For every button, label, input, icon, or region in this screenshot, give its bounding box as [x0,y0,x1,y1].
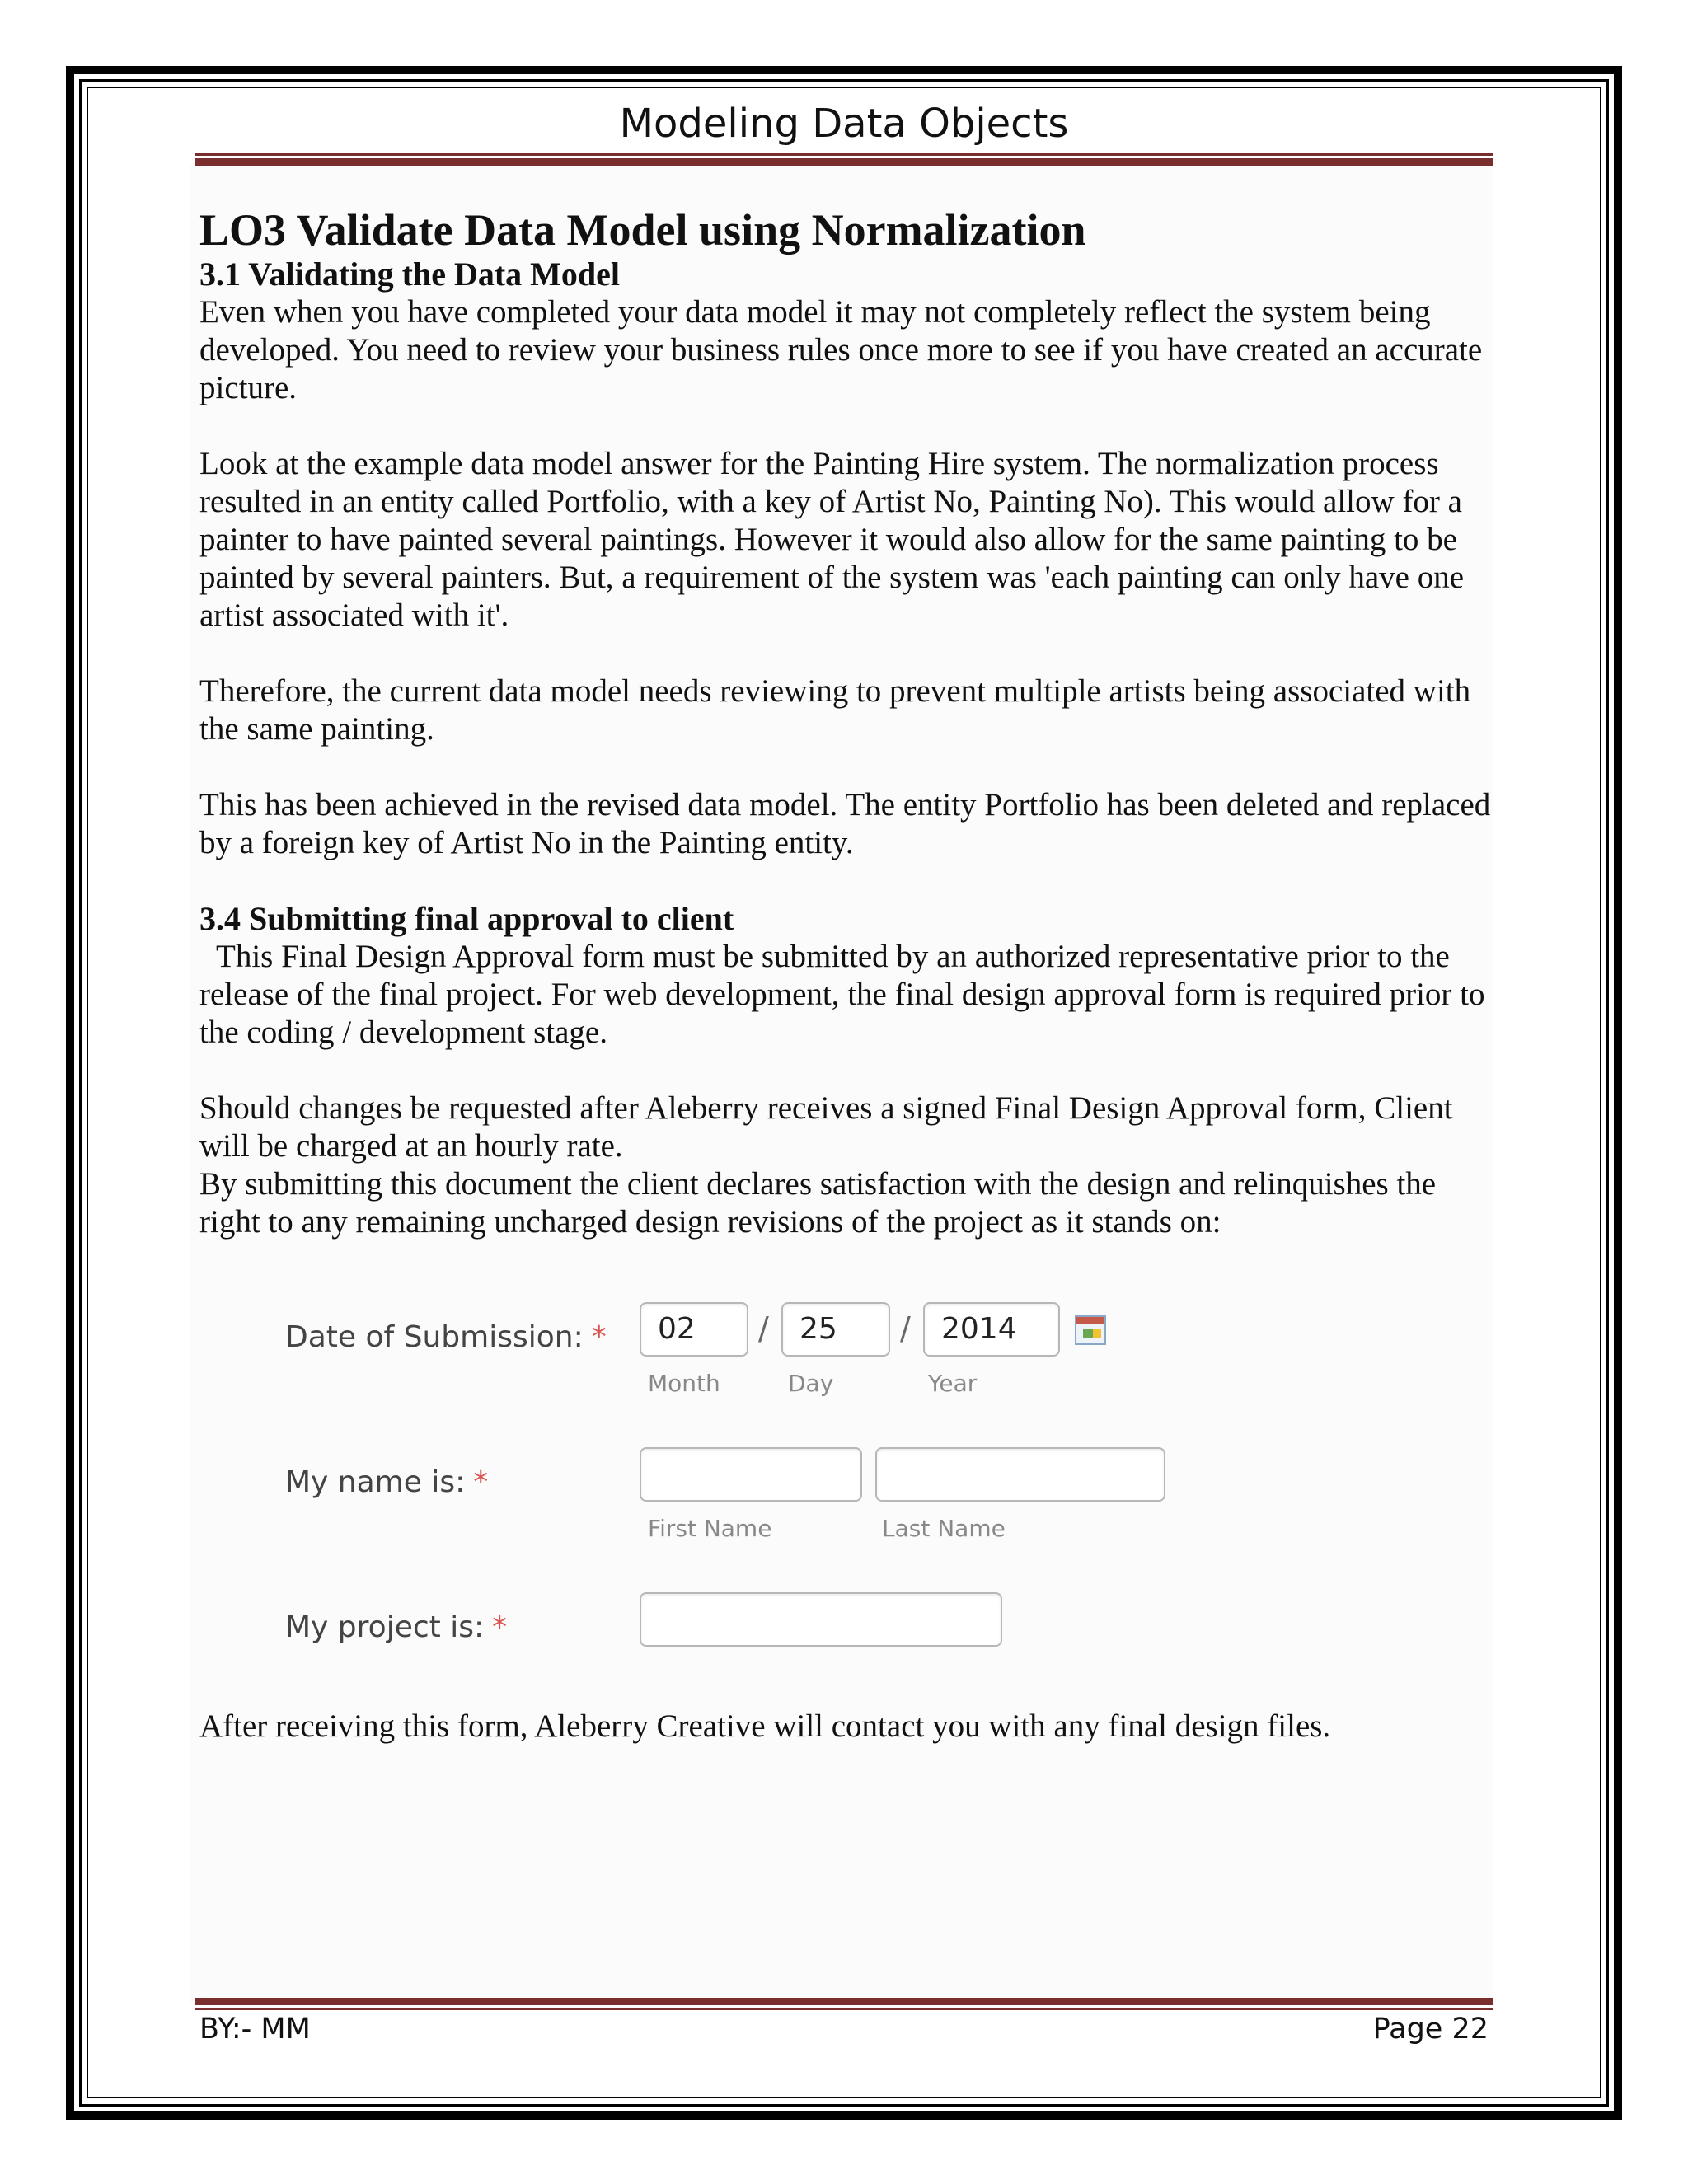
paragraph: By submitting this document the client declares satisfaction with the design and relinquishes the right to any remaining uncharged design revisions of the project as it stands on: [199,1166,1437,1240]
year-input[interactable]: 2014 [923,1302,1060,1357]
required-mark: * [591,1320,607,1354]
first-name-sublabel: First Name [648,1515,772,1542]
year-sublabel: Year [928,1370,978,1397]
last-name-input[interactable] [875,1447,1165,1502]
date-separator: / [900,1310,911,1347]
paragraph: This has been achieved in the revised data model. The entity Portfolio has been deleted and replaced by a foreign key of Artist No in the Painting entity. [199,787,1491,860]
running-header: Modeling Data Objects [619,101,1069,147]
page-number: Page 22 [1372,2013,1489,2046]
chapter-heading: LO3 Validate Data Model using Normalization [199,205,1086,255]
required-mark: * [473,1465,489,1499]
section-heading: 3.4 Submitting final approval to client [199,900,734,937]
day-input[interactable]: 25 [781,1302,890,1357]
project-input[interactable] [640,1592,1002,1647]
closing-paragraph: After receiving this form, Aleberry Creative will contact you with any final design files. [199,1708,1331,1744]
month-input[interactable]: 02 [640,1302,748,1357]
paragraph: Look at the example data model answer for the Painting Hire system. The normalization process resulted in an entity called Portfolio, with a key of Artist No, Painting No). This would allow for a painter to have painted several paintings. However it would also allow for the same painting to be painted by several painters. But, a requirement of the system was 'each painting can only have one artist associated with it'. [199,446,1465,633]
paragraph: Even when you have completed your data model it may not completely reflect the system being developed. You need to review your business rules once more to see if you have created an accurate picture. [199,294,1483,405]
approval-form [199,1302,1189,1681]
month-sublabel: Month [648,1370,720,1397]
section-heading: 3.1 Validating the Data Model [199,255,621,293]
calendar-icon[interactable] [1075,1315,1106,1345]
date-of-submission-label: Date of Submission: * [285,1320,607,1354]
paragraph: This Final Design Approval form must be submitted by an authorized representative prior to the release of the final project. For web development, the final design approval form is required prior to the coding / development stage. [199,939,1485,1050]
first-name-input[interactable] [640,1447,862,1502]
last-name-sublabel: Last Name [882,1515,1006,1542]
paragraph: Therefore, the current data model needs reviewing to prevent multiple artists being associated with the same painting. [199,673,1471,747]
document-body [199,204,1493,1241]
required-mark: * [492,1610,508,1644]
name-label: My name is: * [285,1465,489,1499]
project-label: My project is: * [285,1610,508,1644]
date-separator: / [758,1310,769,1347]
day-sublabel: Day [788,1370,834,1397]
footer-author: BY:- MM [199,2013,311,2046]
paragraph: Should changes be requested after Aleberry receives a signed Final Design Approval form, Client will be charged at an hourly rate. [199,1090,1453,1164]
footer-rule [195,1998,1493,2010]
header-rule [195,153,1493,166]
